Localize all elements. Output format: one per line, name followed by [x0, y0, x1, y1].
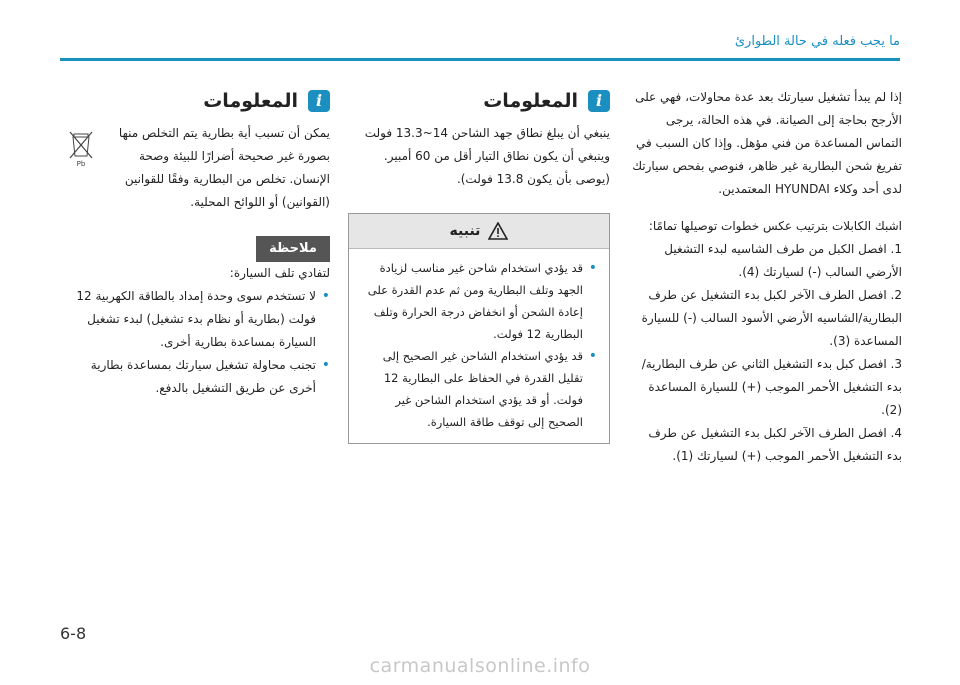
notice-intro: لتفادي تلف السيارة:	[229, 266, 330, 280]
caution-header	[349, 214, 609, 249]
battery-disposal-text: يمكن أن تسبب أية بطارية يتم التخلص منها بصورة غير صحيحة أضرارًا للبيئة وصحة الإنسان. تخلص من البطارية وفقًا للقوانين (القوانين) أو اللوائح المحلية.	[118, 126, 330, 209]
notice-bullet-1: • لا تستخدم سوى وحدة إمداد بالطاقة الكهربية 12 فولت (بطارية أو نظام بدء تشغيل) لبدء تشغيل السيارة بمساعدة بطارية أخرى.	[68, 285, 330, 354]
notice-label: ملاحظة	[256, 236, 330, 262]
caution-label: تنبيه	[449, 222, 481, 239]
left-column	[68, 86, 330, 400]
step-4: 4. افصل الطرف الآخر لكبل بدء التشغيل عن طرف بدء التشغيل الأحمر الموجب (+) لسيارتك (1).	[648, 426, 902, 463]
caution-box	[348, 213, 610, 444]
caution-bullet-1: • قد يؤدي استخدام شاحن غير مناسب لزيادة الجهد وتلف البطارية ومن ثم عدم القدرة على إعادة الشحن أو انخفاض درجة الحرارة وتلف البطارية 12 فولت.	[361, 257, 597, 345]
header-rule	[60, 58, 900, 61]
warning-triangle-icon	[488, 222, 508, 240]
watermark: carmanualsonline.info	[369, 655, 591, 677]
info-title: المعلومات	[483, 89, 578, 112]
step-1: 1. افصل الكبل من طرف الشاسيه لبدء التشغيل الأرضي السالب (-) لسيارتك (4).	[664, 242, 902, 279]
crossed-bin-icon	[68, 128, 94, 168]
header-section-title: ما يجب فعله في حالة الطوارئ	[734, 34, 900, 49]
step-2: 2. افصل الطرف الآخر لكبل بدء التشغيل عن طرف البطارية/الشاسيه الأرضي الأسود السالب (-) للسيارة المساعدة (3).	[641, 288, 902, 348]
right-column	[632, 86, 902, 468]
charger-info-text: ينبغي أن يبلغ نطاق جهد الشاحن 14~13.3 فولت وينبغي أن يكون نطاق التيار أقل من 60 أمبير. (يوصى بأن يكون 13.8 فولت).	[364, 126, 610, 186]
page-number: 6-8	[60, 624, 87, 643]
middle-column	[348, 86, 610, 444]
steps-intro: اشبك الكابلات بترتيب عكس خطوات توصيلها تمامًا:	[648, 219, 902, 233]
info-title-row-left	[68, 86, 330, 116]
info-title-left: المعلومات	[203, 89, 298, 112]
info-icon: i	[308, 90, 330, 112]
notice-bullet-2: • تجنب محاولة تشغيل سيارتك بمساعدة بطارية أخرى عن طريق التشغيل بالدفع.	[68, 354, 330, 400]
step-3: 3. افصل كبل بدء التشغيل الثاني عن طرف البطارية/بدء التشغيل الأحمر الموجب (+) للسيارة المساعدة (2).	[641, 357, 902, 417]
info-title-row	[348, 86, 610, 116]
caution-bullet-2: • قد يؤدي استخدام الشاحن غير الصحيح إلى تقليل القدرة في الحفاظ على البطارية 12 فولت. أو قد يؤدي استخدام الشاحن غير الصحيح إلى توقف طاقة السيارة.	[361, 345, 597, 433]
jump-start-intro: إذا لم يبدأ تشغيل سيارتك بعد عدة محاولات، فهي على الأرجح بحاجة إلى الصيانة. في هذه الحالة، يرجى التماس المساعدة من فني مؤهل. وإذا كان السبب في تفريغ شحن البطارية غير ظاهر، فنوصي بفحص سيارتك لدى أحد وكلاء HYUNDAI المعتمدين.	[632, 90, 902, 196]
info-icon: i	[588, 90, 610, 112]
bin-label: Pb	[76, 160, 86, 168]
